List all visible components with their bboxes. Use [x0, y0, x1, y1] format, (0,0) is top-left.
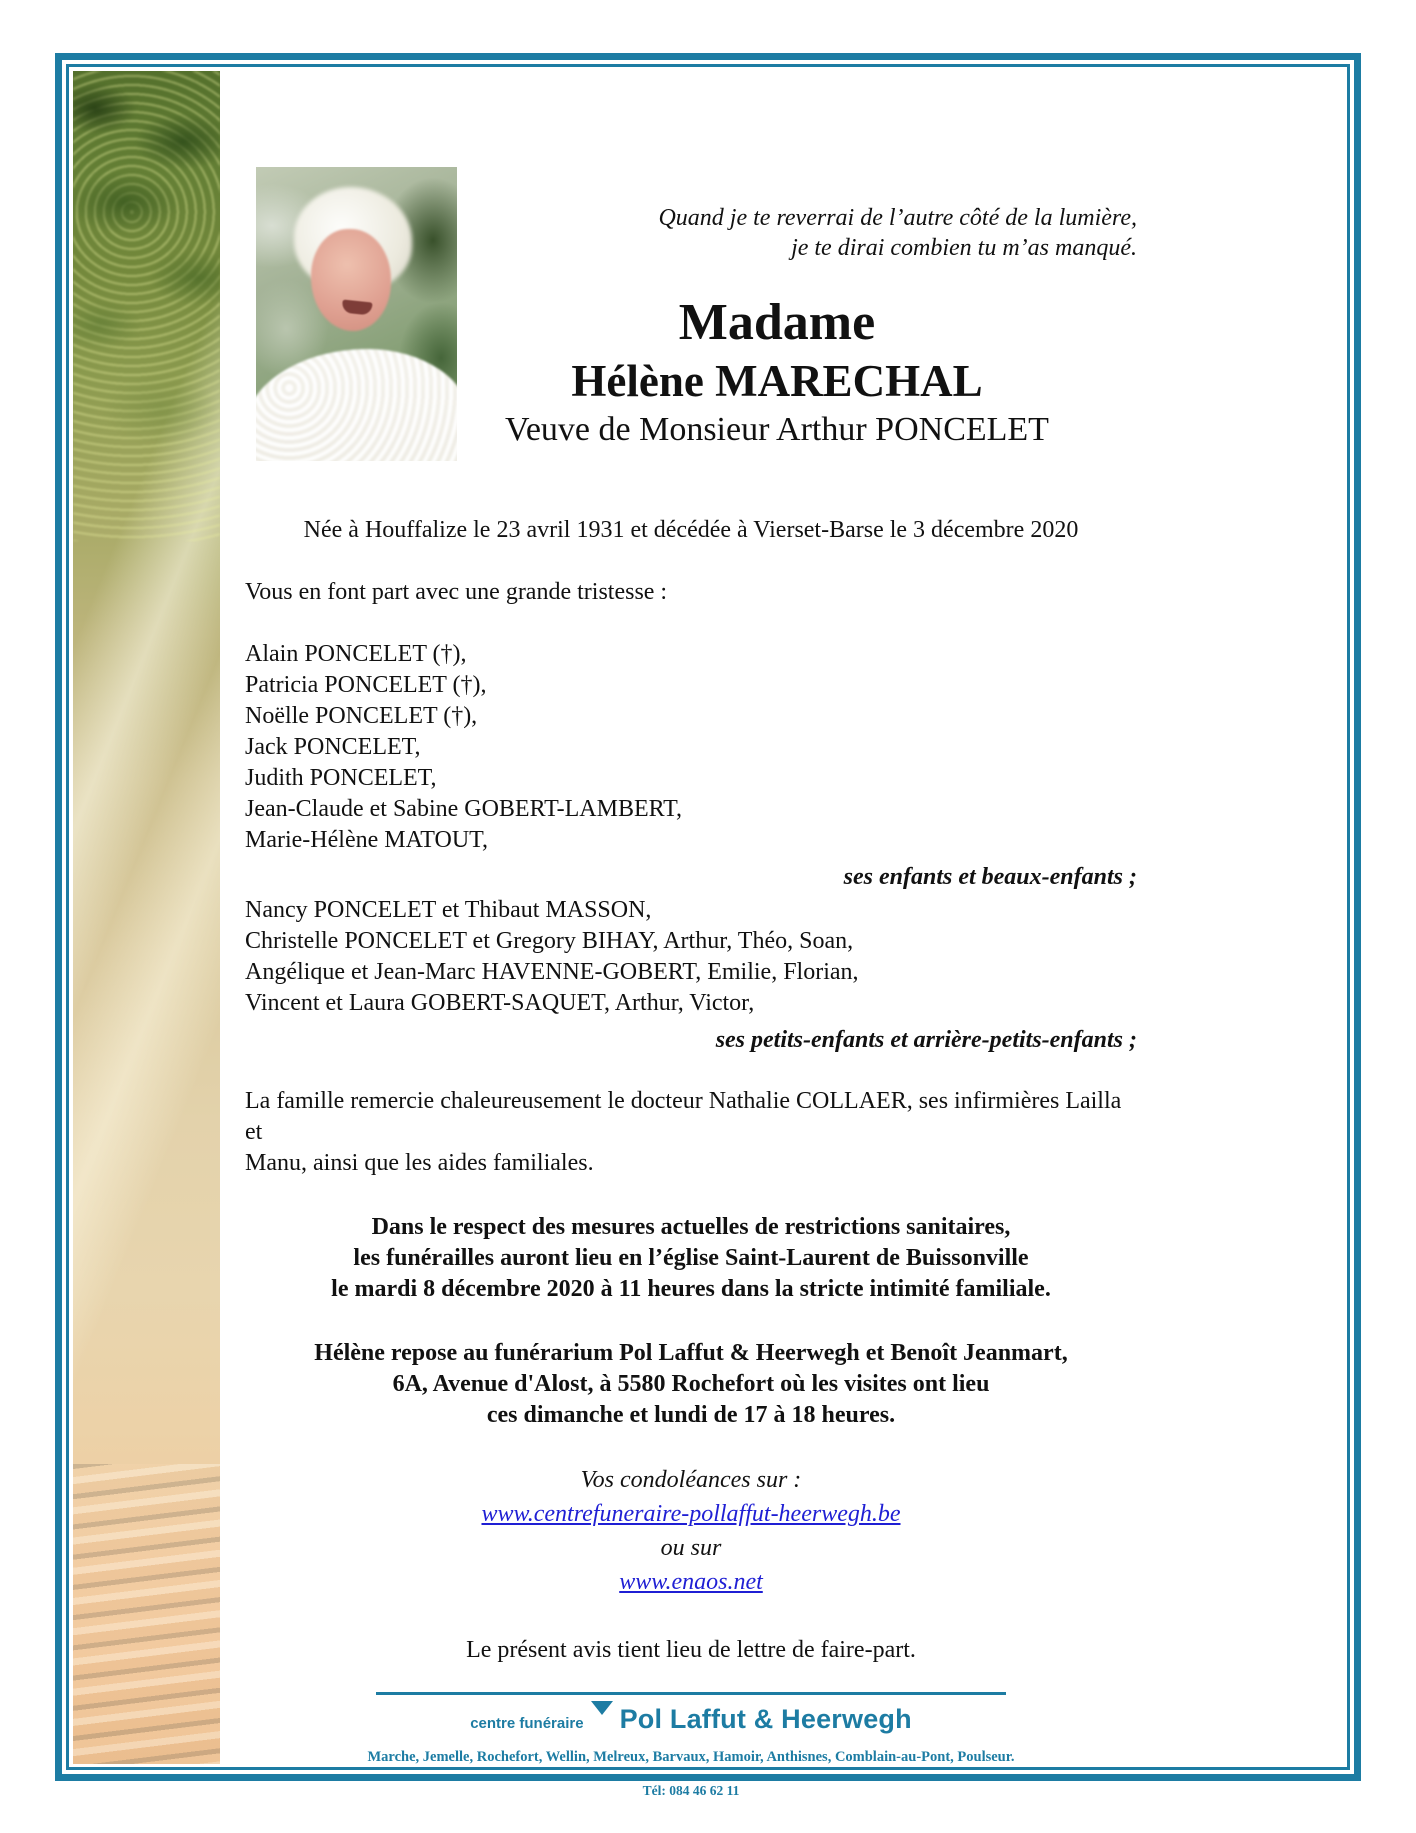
announcement-intro: Vous en font part avec une grande tristesse : — [245, 579, 668, 605]
children-list — [245, 639, 1137, 856]
funeral-line-1: Dans le respect des mesures actuelles de restrictions sanitaires, — [371, 1214, 1011, 1240]
repose-notice — [245, 1338, 1137, 1431]
condolences-block — [245, 1463, 1137, 1599]
thanks-line-2: Manu, ainsi que les aides familiales. — [245, 1150, 594, 1176]
grandchild-name: Nancy PONCELET et Thibaut MASSON, — [245, 897, 652, 923]
funeral-line-2: les funérailles auront lieu en l’église Saint-Laurent de Buissonville — [353, 1245, 1029, 1271]
title-block — [457, 295, 1097, 451]
child-name: Jean-Claude et Sabine GOBERT-LAMBERT, — [245, 796, 683, 822]
condolences-link-1[interactable]: www.centrefuneraire-pollaffut-heerwegh.be — [481, 1501, 901, 1527]
footer-cities: Marche, Jemelle, Rochefort, Wellin, Melreux, Barvaux, Hamoir, Anthisnes, Comblain-au-Pont, Poulseur. — [367, 1749, 1015, 1765]
repose-line-2: 6A, Avenue d'Alost, à 5580 Rochefort où les visites ont lieu — [392, 1371, 990, 1397]
funeral-line-3: le mardi 8 décembre 2020 à 11 heures dans la stricte intimité familiale. — [331, 1276, 1051, 1302]
announcement-content — [245, 67, 1137, 1806]
memorial-quote — [457, 203, 1137, 263]
memorial-quote-line-1: Quand je te reverrai de l’autre côté de la lumière, — [658, 205, 1137, 231]
condolences-intro: Vos condoléances sur : — [580, 1467, 802, 1493]
widow-line: Veuve de Monsieur Arthur PONCELET — [505, 411, 1049, 448]
grandchild-name: Christelle PONCELET et Gregory BIHAY, Arthur, Théo, Soan, — [245, 928, 854, 954]
title-madame: Madame — [678, 294, 876, 351]
child-name: Alain PONCELET (†), — [245, 641, 467, 667]
child-name: Jack PONCELET, — [245, 734, 421, 760]
portrait-lace-top — [256, 349, 457, 461]
forest-path-photo — [73, 71, 220, 1764]
condolences-link-2[interactable]: www.enaos.net — [619, 1569, 763, 1595]
thanks-line-1: La famille remercie chaleureusement le docteur Nathalie COLLAER, ses infirmières Lailla et — [245, 1088, 1122, 1145]
deceased-name: Hélène MARECHAL — [571, 356, 983, 406]
grandchildren-list — [245, 895, 1137, 1019]
brand-name: Pol Laffut & Heerwegh — [619, 1704, 912, 1734]
funeral-notice — [245, 1212, 1137, 1305]
grandchild-name: Vincent et Laura GOBERT-SAQUET, Arthur, Victor, — [245, 990, 755, 1016]
header-row — [245, 167, 1137, 461]
children-label: ses enfants et beaux-enfants ; — [843, 864, 1137, 890]
grandchildren-label: ses petits-enfants et arrière-petits-enfants ; — [715, 1027, 1137, 1053]
birth-death-line: Née à Houffalize le 23 avril 1931 et décédée à Vierset-Barse le 3 décembre 2020 — [303, 517, 1079, 543]
condolences-or: ou sur — [660, 1535, 722, 1561]
child-name: Marie-Hélène MATOUT, — [245, 827, 489, 853]
portrait-face — [311, 229, 391, 331]
brand-row — [245, 1704, 1137, 1739]
header-text — [457, 167, 1137, 461]
funeral-home-footer — [245, 1692, 1137, 1806]
notice-line: Le présent avis tient lieu de lettre de faire-part. — [466, 1637, 916, 1663]
thanks-paragraph — [245, 1086, 1137, 1179]
footer-phone: Tél: 084 46 62 11 — [642, 1783, 740, 1798]
decorative-frame — [66, 64, 1350, 1798]
child-name: Noëlle PONCELET (†), — [245, 703, 478, 729]
brand-triangle-icon — [591, 1701, 613, 1715]
repose-line-1: Hélène repose au funérarium Pol Laffut & Heerwegh et Benoît Jeanmart, — [314, 1340, 1068, 1366]
portrait-photo — [256, 167, 457, 461]
footer-divider — [376, 1692, 1006, 1695]
brand-prefix: centre funéraire — [470, 1715, 584, 1732]
repose-line-3: ces dimanche et lundi de 17 à 18 heures. — [486, 1402, 896, 1428]
memorial-quote-line-2: je te dirai combien tu m’as manqué. — [791, 235, 1137, 261]
child-name: Judith PONCELET, — [245, 765, 437, 791]
child-name: Patricia PONCELET (†), — [245, 672, 487, 698]
grandchild-name: Angélique et Jean-Marc HAVENNE-GOBERT, Emilie, Florian, — [245, 959, 859, 985]
